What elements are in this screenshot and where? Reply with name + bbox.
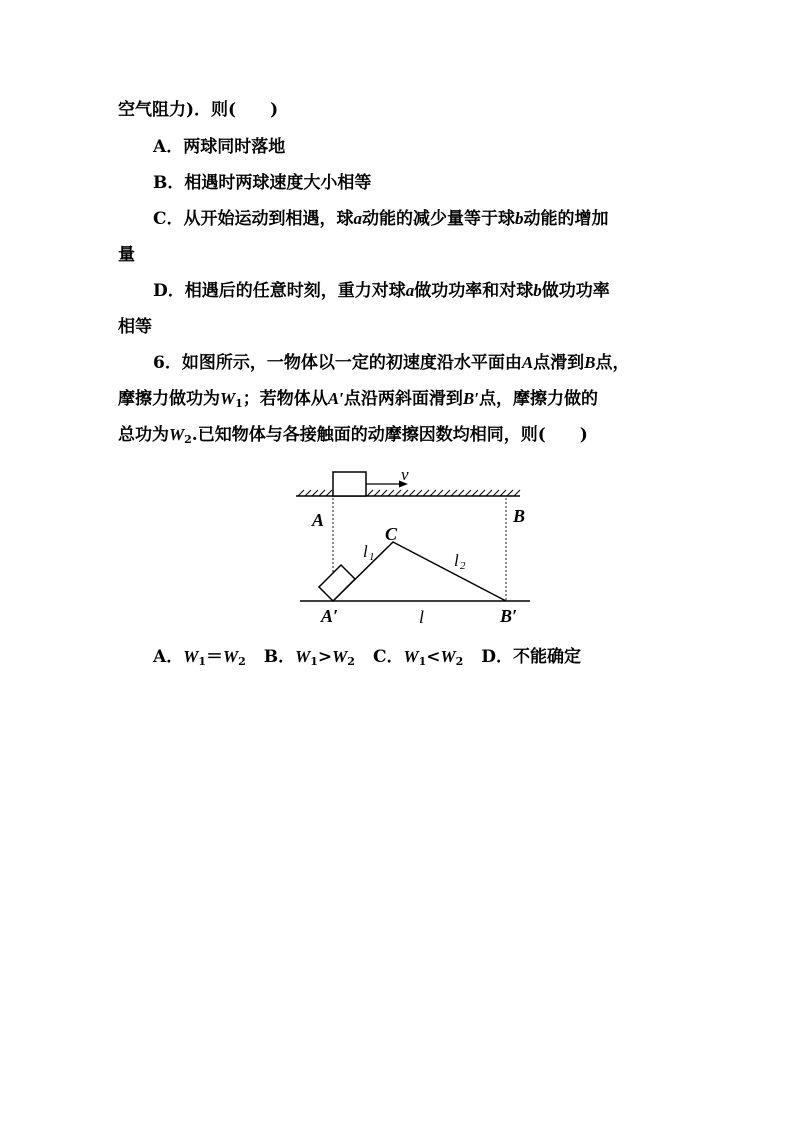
label-l1: l [363, 542, 368, 561]
q6-figure [288, 462, 538, 632]
q5-option-d: D．相遇后的任意时刻，重力对球a做功功率和对球b做功功率 [153, 281, 610, 301]
block-on-slope [319, 565, 355, 601]
label-A: A [312, 510, 325, 530]
label-l: l [419, 607, 425, 627]
label-C: C [385, 524, 398, 544]
block-top [333, 472, 366, 496]
q6-option-b: B．$W_1>W_2$ [263, 647, 355, 668]
q5-stem-continuation: 空气阻力)．则( ) [118, 100, 279, 120]
surface-hatching [298, 490, 520, 496]
q6-stem-line-2: 摩擦力做功为$W_1$；若物体从A′点沿两斜面滑到B′点，摩擦力做的 [118, 389, 599, 410]
q6-stem-line-3: 总功为$W_2$.已知物体与各接触面的动摩擦因数均相同，则( ) [118, 425, 588, 446]
label-v: v [401, 465, 409, 484]
label-B: B [513, 506, 526, 526]
q5-option-b: B．相遇时两球速度大小相等 [153, 173, 372, 193]
q6-option-a: A．$W_1=W_2$ [153, 647, 246, 668]
q6-options [153, 647, 581, 667]
q6-option-d: D．不能确定 [481, 647, 582, 667]
q6-stem-line-1: 6．如图所示，一物体以一定的初速度沿水平面由A点滑到B点， [153, 353, 630, 373]
q5-option-c: C．从开始运动到相遇，球a动能的减少量等于球b动能的增加 [153, 209, 609, 229]
label-B-prime: B′ [500, 606, 518, 626]
label-l2: l [454, 551, 459, 570]
q6-option-c: C．$W_1<W_2$ [372, 647, 464, 668]
q5-option-c-continuation: 量 [118, 245, 135, 265]
label-l1-sub: 1 [369, 551, 375, 563]
incline-slopes [333, 542, 506, 601]
q5-option-d-continuation: 相等 [118, 317, 152, 337]
label-A-prime: A′ [321, 606, 339, 626]
q5-option-a: A．两球同时落地 [153, 137, 286, 157]
label-l2-sub: 2 [460, 560, 466, 572]
